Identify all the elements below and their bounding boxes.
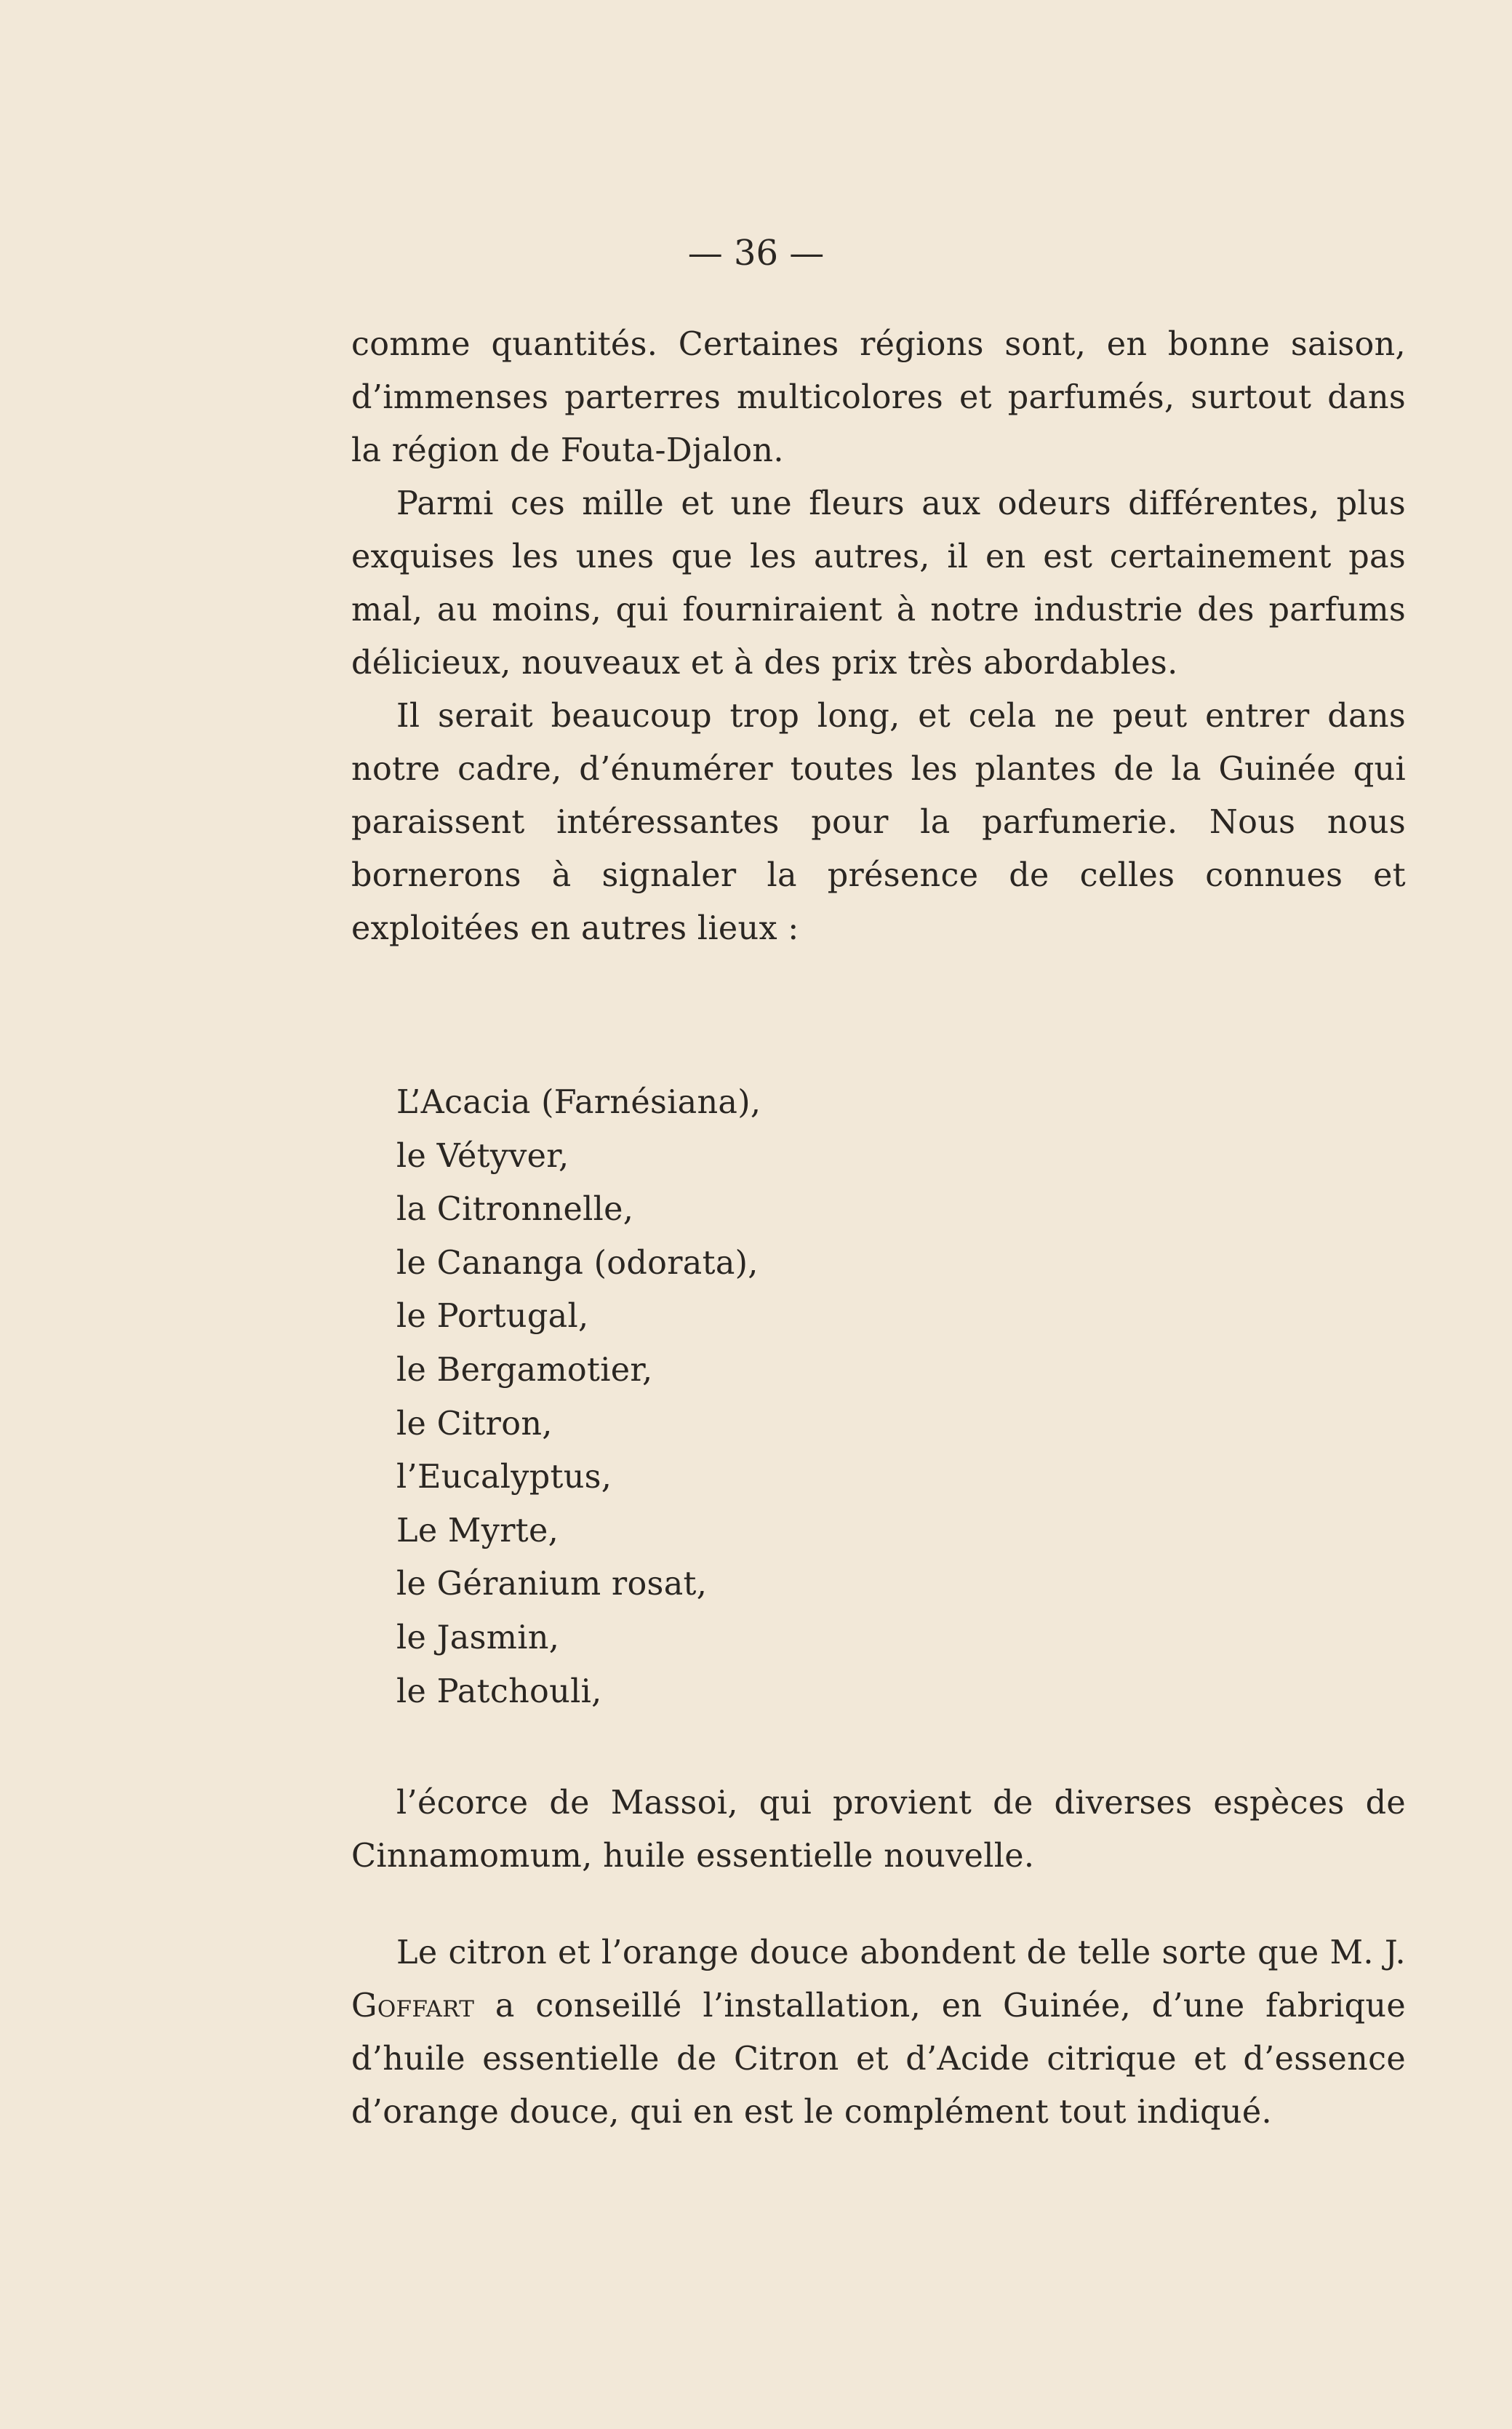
author-name: Goffart — [351, 1987, 475, 2025]
massoi-item: l’écorce de Massoi, qui provient de diverses espèces de Cinnamomum, huile essentielle nouvelle. — [351, 1784, 1406, 1875]
list-item: la Citronnelle, — [396, 1191, 634, 1229]
list-item: le Jasmin, — [396, 1619, 560, 1656]
list-item: l’Eucalyptus, — [396, 1459, 612, 1496]
list-item: le Bergamotier, — [396, 1351, 653, 1389]
final-text — [351, 1926, 1406, 2139]
list-item: le Portugal, — [396, 1298, 589, 1336]
page-number: — 36 — — [687, 233, 825, 274]
plant-list — [396, 1076, 761, 1718]
massoi-text — [351, 1776, 1406, 1883]
paragraph-plants-intro: Il serait beaucoup trop long, et cela ne peut entrer dans notre cadre, d’énumérer toutes les plantes de la Guinée qui paraissent intéressantes pour la parfumerie. Nous nous bornerons à signaler la présence de celles connues et exploitées en autres lieux : — [351, 698, 1406, 947]
paragraph-citron — [351, 1926, 1406, 2139]
citron-text-start: Le citron et l’orange douce abondent de telle sorte que M. J. — [396, 1934, 1406, 1971]
list-item: Le Myrte, — [396, 1512, 559, 1549]
paragraph-continuation: comme quantités. Certaines régions sont, en bonne saison, d’immenses parterres multicolores et parfumés, surtout dans la région de Fouta-Djalon. — [351, 326, 1406, 469]
list-item: le Géranium rosat, — [396, 1566, 708, 1603]
intro-text — [351, 318, 1406, 955]
list-item: le Cananga (odorata), — [396, 1244, 759, 1282]
list-item: le Citron, — [396, 1405, 553, 1443]
paragraph-flowers: Parmi ces mille et une fleurs aux odeurs différentes, plus exquises les unes que les autres, il en est certainement pas mal, au moins, qui fourniraient à notre industrie des parfums délicieux, nouveaux et à des prix très abordables. — [351, 485, 1406, 682]
list-item: le Patchouli, — [396, 1672, 602, 1710]
list-item: L’Acacia (Farnésiana), — [396, 1084, 761, 1121]
citron-text-end: a conseillé l’installation, en Guinée, d’une fabrique d’huile essentielle de Citron et d’Acide citrique et d’essence d’orange douce, qui en est le complément tout indiqué. — [351, 1987, 1406, 2131]
list-item: le Vétyver, — [396, 1137, 569, 1175]
